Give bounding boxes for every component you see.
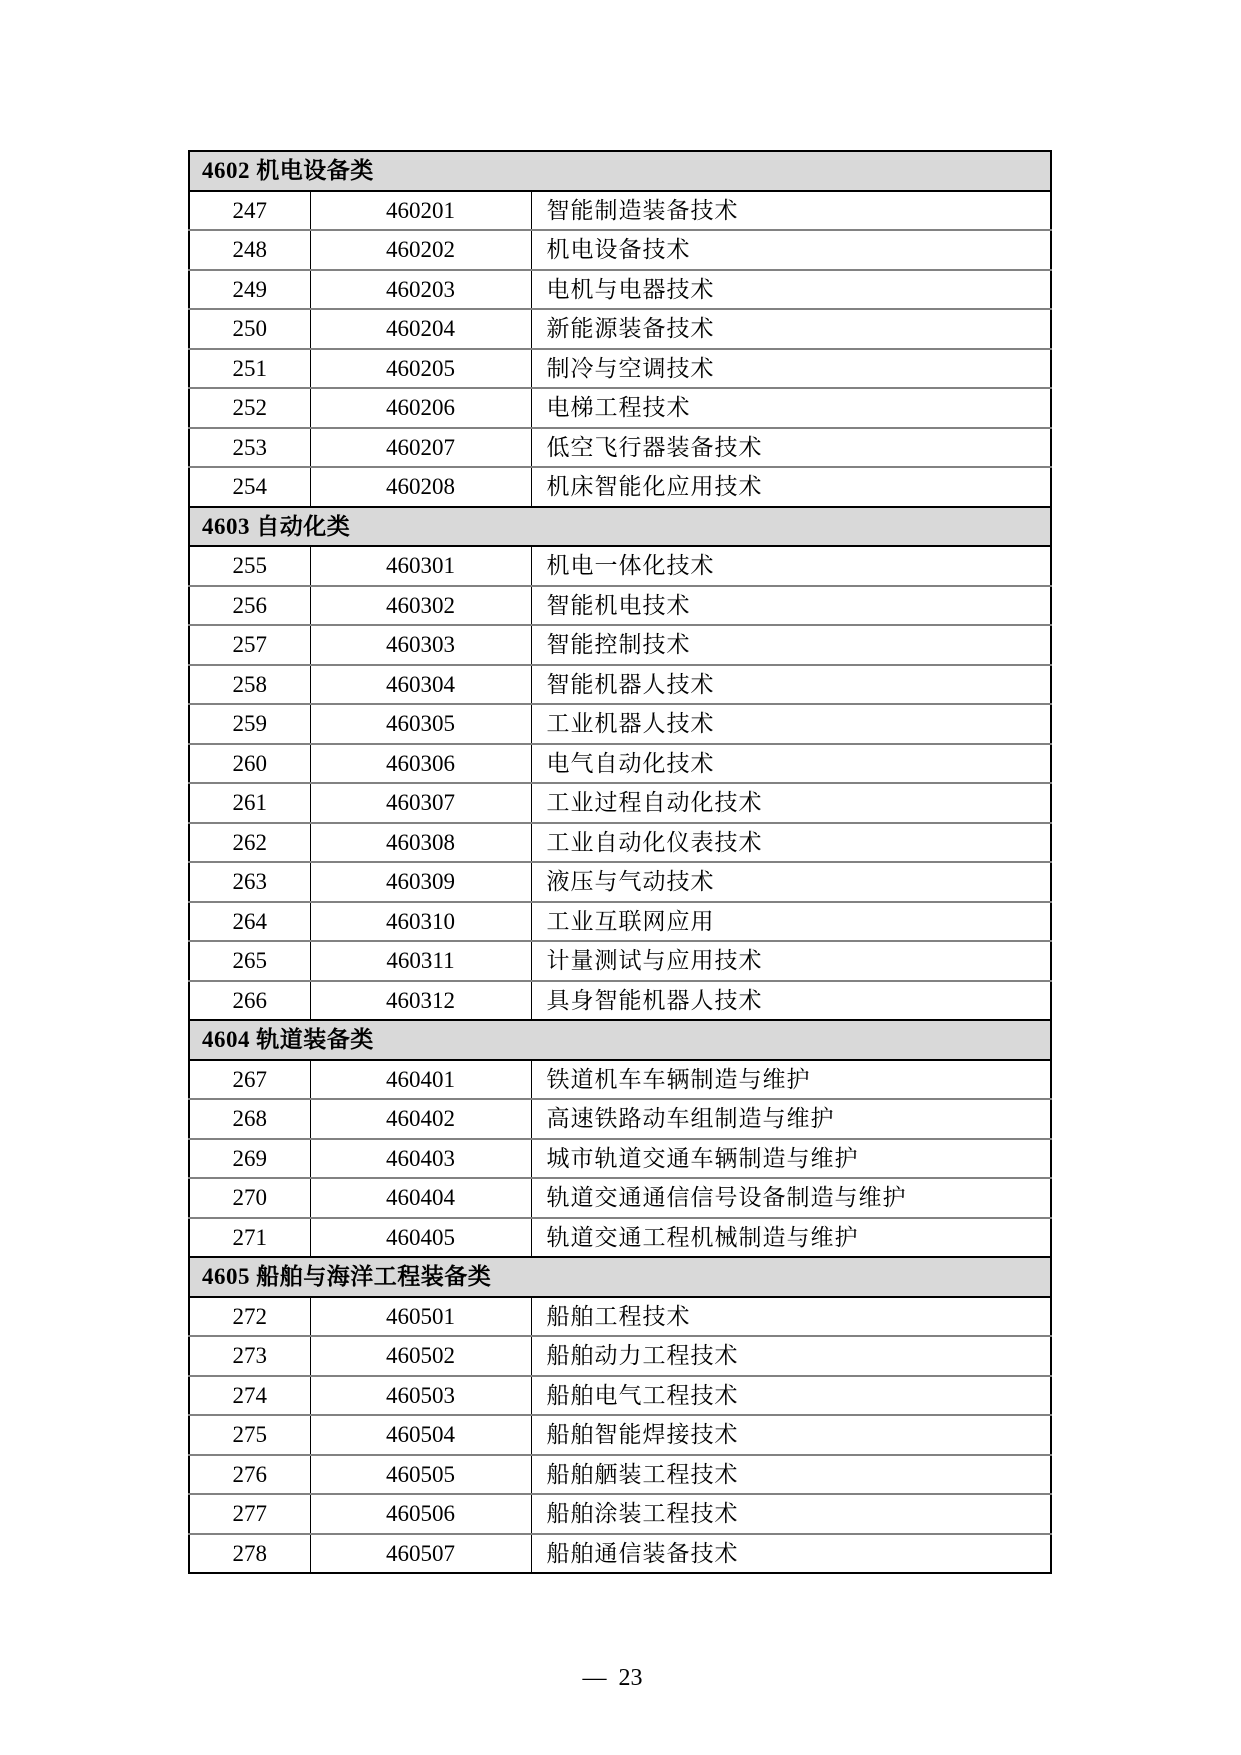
section-header-label: 4603 自动化类 <box>189 507 1051 547</box>
row-number-cell: 277 <box>189 1494 310 1534</box>
table-row <box>189 981 1051 1021</box>
row-number-cell: 257 <box>189 625 310 665</box>
major-code-cell: 460507 <box>310 1534 531 1574</box>
major-name-cell: 智能制造装备技术 <box>531 191 1051 231</box>
major-name-cell: 电梯工程技术 <box>531 388 1051 428</box>
table-row <box>189 625 1051 665</box>
table-row <box>189 823 1051 863</box>
table-row <box>189 309 1051 349</box>
table-row <box>189 1455 1051 1495</box>
row-number-cell: 265 <box>189 941 310 981</box>
table-row <box>189 1376 1051 1416</box>
major-name-cell: 制冷与空调技术 <box>531 349 1051 389</box>
major-name-cell: 船舶智能焊接技术 <box>531 1415 1051 1455</box>
table-row <box>189 665 1051 705</box>
major-code-cell: 460403 <box>310 1139 531 1179</box>
major-code-cell: 460312 <box>310 981 531 1021</box>
row-number-cell: 268 <box>189 1099 310 1139</box>
table-row <box>189 1178 1051 1218</box>
row-number-cell: 264 <box>189 902 310 942</box>
major-code-cell: 460310 <box>310 902 531 942</box>
major-name-cell: 低空飞行器装备技术 <box>531 428 1051 468</box>
table-row <box>189 1415 1051 1455</box>
major-name-cell: 智能机器人技术 <box>531 665 1051 705</box>
major-name-cell: 船舶电气工程技术 <box>531 1376 1051 1416</box>
table-row <box>189 1297 1051 1337</box>
row-number-cell: 263 <box>189 862 310 902</box>
row-number-cell: 259 <box>189 704 310 744</box>
major-code-cell: 460401 <box>310 1060 531 1100</box>
table-row <box>189 1099 1051 1139</box>
table-row <box>189 744 1051 784</box>
table-row <box>189 1494 1051 1534</box>
major-name-cell: 具身智能机器人技术 <box>531 981 1051 1021</box>
table-row <box>189 941 1051 981</box>
row-number-cell: 253 <box>189 428 310 468</box>
major-name-cell: 电气自动化技术 <box>531 744 1051 784</box>
major-code-cell: 460301 <box>310 546 531 586</box>
major-name-cell: 城市轨道交通车辆制造与维护 <box>531 1139 1051 1179</box>
major-catalog-table-wrap <box>188 150 1050 1574</box>
major-code-cell: 460207 <box>310 428 531 468</box>
row-number-cell: 274 <box>189 1376 310 1416</box>
major-name-cell: 船舶涂装工程技术 <box>531 1494 1051 1534</box>
row-number-cell: 251 <box>189 349 310 389</box>
major-code-cell: 460405 <box>310 1218 531 1258</box>
major-name-cell: 轨道交通工程机械制造与维护 <box>531 1218 1051 1258</box>
major-code-cell: 460302 <box>310 586 531 626</box>
major-code-cell: 460205 <box>310 349 531 389</box>
table-row <box>189 1060 1051 1100</box>
table-row <box>189 862 1051 902</box>
major-name-cell: 计量测试与应用技术 <box>531 941 1051 981</box>
section-header-row <box>189 1257 1051 1297</box>
table-row <box>189 191 1051 231</box>
major-name-cell: 工业过程自动化技术 <box>531 783 1051 823</box>
table-row <box>189 586 1051 626</box>
table-row <box>189 1139 1051 1179</box>
major-code-cell: 460307 <box>310 783 531 823</box>
section-header-label: 4605 船舶与海洋工程装备类 <box>189 1257 1051 1297</box>
row-number-cell: 255 <box>189 546 310 586</box>
row-number-cell: 248 <box>189 230 310 270</box>
major-code-cell: 460505 <box>310 1455 531 1495</box>
major-code-cell: 460206 <box>310 388 531 428</box>
major-code-cell: 460208 <box>310 467 531 507</box>
major-name-cell: 船舶舾装工程技术 <box>531 1455 1051 1495</box>
table-row <box>189 349 1051 389</box>
table-row <box>189 270 1051 310</box>
major-name-cell: 工业机器人技术 <box>531 704 1051 744</box>
row-number-cell: 278 <box>189 1534 310 1574</box>
major-name-cell: 电机与电器技术 <box>531 270 1051 310</box>
table-row <box>189 1534 1051 1574</box>
major-code-cell: 460305 <box>310 704 531 744</box>
page-footer <box>0 1638 1241 1692</box>
row-number-cell: 252 <box>189 388 310 428</box>
table-row <box>189 1336 1051 1376</box>
major-name-cell: 机电设备技术 <box>531 230 1051 270</box>
row-number-cell: 275 <box>189 1415 310 1455</box>
major-name-cell: 智能控制技术 <box>531 625 1051 665</box>
major-name-cell: 船舶工程技术 <box>531 1297 1051 1337</box>
major-code-cell: 460504 <box>310 1415 531 1455</box>
row-number-cell: 272 <box>189 1297 310 1337</box>
major-name-cell: 铁道机车车辆制造与维护 <box>531 1060 1051 1100</box>
major-code-cell: 460502 <box>310 1336 531 1376</box>
section-header-row <box>189 151 1051 191</box>
row-number-cell: 260 <box>189 744 310 784</box>
table-row <box>189 467 1051 507</box>
row-number-cell: 273 <box>189 1336 310 1376</box>
major-name-cell: 机床智能化应用技术 <box>531 467 1051 507</box>
section-header-row <box>189 507 1051 547</box>
row-number-cell: 267 <box>189 1060 310 1100</box>
major-code-cell: 460404 <box>310 1178 531 1218</box>
major-catalog-table <box>188 150 1052 1574</box>
row-number-cell: 250 <box>189 309 310 349</box>
row-number-cell: 271 <box>189 1218 310 1258</box>
section-header-label: 4604 轨道装备类 <box>189 1020 1051 1060</box>
major-code-cell: 460402 <box>310 1099 531 1139</box>
major-name-cell: 轨道交通通信信号设备制造与维护 <box>531 1178 1051 1218</box>
major-name-cell: 船舶通信装备技术 <box>531 1534 1051 1574</box>
table-row <box>189 1218 1051 1258</box>
row-number-cell: 247 <box>189 191 310 231</box>
table-row <box>189 902 1051 942</box>
major-name-cell: 高速铁路动车组制造与维护 <box>531 1099 1051 1139</box>
row-number-cell: 266 <box>189 981 310 1021</box>
major-name-cell: 智能机电技术 <box>531 586 1051 626</box>
major-name-cell: 液压与气动技术 <box>531 862 1051 902</box>
major-code-cell: 460202 <box>310 230 531 270</box>
table-row <box>189 783 1051 823</box>
major-code-cell: 460303 <box>310 625 531 665</box>
row-number-cell: 256 <box>189 586 310 626</box>
major-code-cell: 460308 <box>310 823 531 863</box>
major-code-cell: 460304 <box>310 665 531 705</box>
major-name-cell: 机电一体化技术 <box>531 546 1051 586</box>
major-name-cell: 工业互联网应用 <box>531 902 1051 942</box>
row-number-cell: 276 <box>189 1455 310 1495</box>
table-row <box>189 704 1051 744</box>
major-code-cell: 460203 <box>310 270 531 310</box>
table-row <box>189 230 1051 270</box>
section-header-label: 4602 机电设备类 <box>189 151 1051 191</box>
table-row <box>189 428 1051 468</box>
row-number-cell: 269 <box>189 1139 310 1179</box>
row-number-cell: 262 <box>189 823 310 863</box>
major-name-cell: 工业自动化仪表技术 <box>531 823 1051 863</box>
major-code-cell: 460503 <box>310 1376 531 1416</box>
major-code-cell: 460501 <box>310 1297 531 1337</box>
page-number: — 23 <box>582 1665 643 1691</box>
table-row <box>189 546 1051 586</box>
major-code-cell: 460201 <box>310 191 531 231</box>
major-code-cell: 460309 <box>310 862 531 902</box>
row-number-cell: 261 <box>189 783 310 823</box>
major-name-cell: 新能源装备技术 <box>531 309 1051 349</box>
row-number-cell: 254 <box>189 467 310 507</box>
major-code-cell: 460506 <box>310 1494 531 1534</box>
major-code-cell: 460306 <box>310 744 531 784</box>
row-number-cell: 258 <box>189 665 310 705</box>
major-name-cell: 船舶动力工程技术 <box>531 1336 1051 1376</box>
major-catalog-table-body <box>189 151 1051 1573</box>
table-row <box>189 388 1051 428</box>
major-code-cell: 460311 <box>310 941 531 981</box>
section-header-row <box>189 1020 1051 1060</box>
row-number-cell: 270 <box>189 1178 310 1218</box>
major-code-cell: 460204 <box>310 309 531 349</box>
row-number-cell: 249 <box>189 270 310 310</box>
